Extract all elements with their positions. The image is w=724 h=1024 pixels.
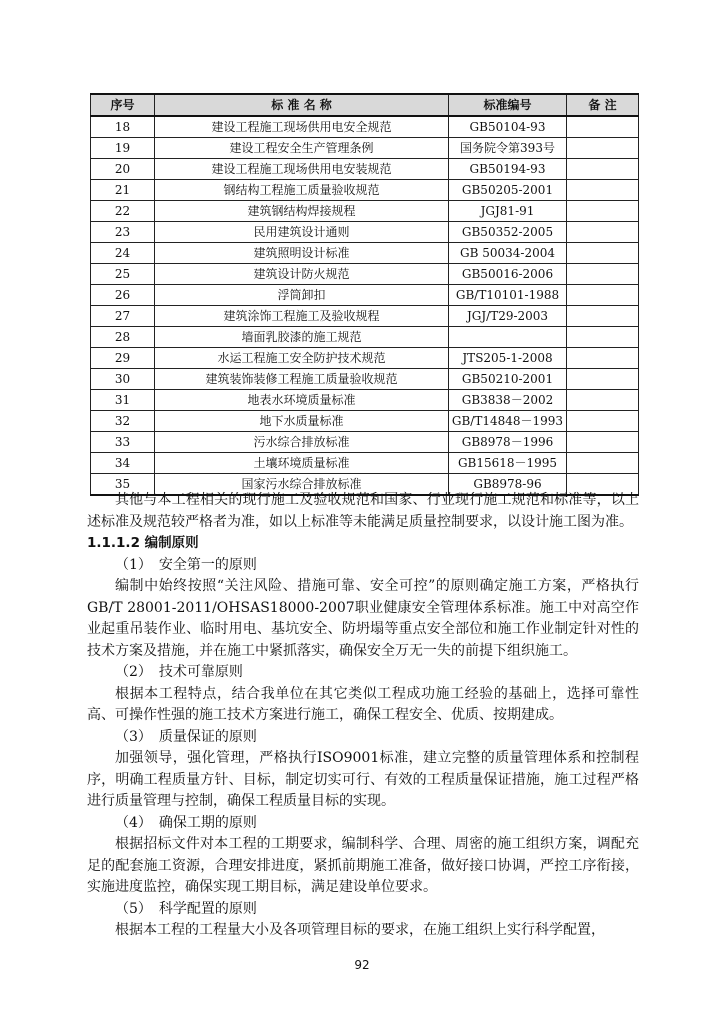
row-standard-name: 土壤环境质量标准 (155, 453, 449, 474)
row-number: 32 (91, 411, 155, 432)
row-standard-code (449, 327, 567, 348)
table-row (91, 432, 639, 453)
row-number: 24 (91, 243, 155, 264)
row-remark (567, 222, 639, 243)
table-row (91, 390, 639, 411)
table-row (91, 327, 639, 348)
row-standard-name: 建筑钢结构焊接规程 (155, 201, 449, 222)
table-row (91, 243, 639, 264)
table-row (91, 159, 639, 180)
row-number: 19 (91, 138, 155, 159)
row-number: 28 (91, 327, 155, 348)
row-standard-name: 建设工程施工现场供用电安全规范 (155, 116, 449, 138)
row-standard-name: 建筑设计防火规范 (155, 264, 449, 285)
principle-body-configuration: 根据本工程的工程量大小及各项管理目标的要求，在施工组织上实行科学配置， (115, 922, 605, 938)
row-standard-name: 民用建筑设计通则 (155, 222, 449, 243)
row-standard-code: GB8978-96 (449, 474, 567, 496)
row-remark (567, 306, 639, 327)
table-row (91, 411, 639, 432)
intro-paragraph: 其他与本工程相关的现行施工及验收规范和国家、行业现行施工规范和标准等，以上述标准及规范较严格者为准，如以上标准等未能满足质量控制要求，以设计施工图为准。 (87, 492, 639, 530)
row-remark (567, 264, 639, 285)
principle-body-quality: 加强领导，强化管理，严格执行ISO9001标准，建立完整的质量管理体系和控制程序，明确工程质量方针、目标，制定切实可行、有效的工程质量保证措施，施工过程严格进行质量管理与控制，确保工程质量目标的实现。 (87, 750, 639, 809)
row-standard-code: GB15618－1995 (449, 453, 567, 474)
row-standard-name: 浮筒卸扣 (155, 285, 449, 306)
row-standard-code: GB50205-2001 (449, 180, 567, 201)
row-standard-code: GB50210-2001 (449, 369, 567, 390)
row-number: 21 (91, 180, 155, 201)
row-remark (567, 348, 639, 369)
row-remark (567, 369, 639, 390)
row-remark (567, 116, 639, 138)
row-remark (567, 180, 639, 201)
row-standard-code: GB/T14848－1993 (449, 411, 567, 432)
row-standard-name: 墙面乳胶漆的施工规范 (155, 327, 449, 348)
row-standard-name: 建筑涂饰工程施工及验收规程 (155, 306, 449, 327)
principle-title-schedule: （4） 确保工期的原则 (115, 814, 257, 831)
row-remark (567, 327, 639, 348)
page-number: 92 (354, 958, 370, 972)
row-remark (567, 243, 639, 264)
row-remark (567, 201, 639, 222)
row-standard-code: GB50104-93 (449, 116, 567, 138)
section-heading: 1.1.1.2 编制原则 (87, 535, 199, 551)
row-number: 26 (91, 285, 155, 306)
standards-table (90, 93, 639, 496)
row-number: 23 (91, 222, 155, 243)
table-row (91, 264, 639, 285)
row-remark (567, 453, 639, 474)
table-row (91, 180, 639, 201)
row-number: 20 (91, 159, 155, 180)
row-standard-code: 国务院令第393号 (449, 138, 567, 159)
table-row (91, 222, 639, 243)
row-standard-code: GB50016-2006 (449, 264, 567, 285)
table-row (91, 348, 639, 369)
row-standard-name: 国家污水综合排放标准 (155, 474, 449, 496)
row-number: 27 (91, 306, 155, 327)
row-standard-name: 建筑装饰装修工程施工质量验收规范 (155, 369, 449, 390)
principle-title-quality: （3） 质量保证的原则 (115, 728, 257, 745)
row-remark (567, 285, 639, 306)
row-number: 18 (91, 116, 155, 138)
row-standard-code: GB50352-2005 (449, 222, 567, 243)
header-serial-number: 序号 (91, 94, 155, 116)
row-remark (567, 390, 639, 411)
row-standard-name: 建筑照明设计标准 (155, 243, 449, 264)
header-standard-name: 标 准 名 称 (155, 94, 449, 116)
table-row (91, 138, 639, 159)
row-standard-code: GB 50034-2004 (449, 243, 567, 264)
row-standard-code: GB/T10101-1988 (449, 285, 567, 306)
header-remarks: 备 注 (567, 94, 639, 116)
table-row (91, 306, 639, 327)
row-number: 35 (91, 474, 155, 496)
table-row (91, 116, 639, 138)
row-number: 33 (91, 432, 155, 453)
row-number: 29 (91, 348, 155, 369)
row-number: 25 (91, 264, 155, 285)
row-standard-code: GB8978－1996 (449, 432, 567, 453)
row-standard-code: JGJ81-91 (449, 201, 567, 222)
row-standard-code: JTS205-1-2008 (449, 348, 567, 369)
row-standard-code: JGJ/T29-2003 (449, 306, 567, 327)
row-standard-name: 建设工程安全生产管理条例 (155, 138, 449, 159)
principle-body-safety: 编制中始终按照“关注风险、措施可靠、安全可控”的原则确定施工方案，严格执行GB/T 28001-2011/OHSAS18000-2007职业健康安全管理体系标准。施工中对高空作业起重吊装作业、临时用电、基坑安全、防坍塌等重点安全部位和施工作业制定针对性的技术方案及措施，并在施工中紧抓落实，确保安全万无一失的前提下组织施工。 (87, 578, 639, 659)
header-standard-code: 标准编号 (449, 94, 567, 116)
row-remark (567, 138, 639, 159)
row-number: 22 (91, 201, 155, 222)
row-number: 31 (91, 390, 155, 411)
principle-title-configuration: （5） 科学配置的原则 (115, 900, 257, 917)
row-standard-name: 水运工程施工安全防护技术规范 (155, 348, 449, 369)
row-remark (567, 411, 639, 432)
principle-title-safety: （1） 安全第一的原则 (115, 556, 257, 573)
table-row (91, 453, 639, 474)
table-row (91, 369, 639, 390)
principle-title-technology: （2） 技术可靠原则 (115, 664, 243, 680)
row-number: 34 (91, 453, 155, 474)
table-row (91, 201, 639, 222)
row-standard-name: 建设工程施工现场供用电安装规范 (155, 159, 449, 180)
row-standard-name: 地表水环境质量标准 (155, 390, 449, 411)
row-standard-code: GB50194-93 (449, 159, 567, 180)
row-remark (567, 159, 639, 180)
body-text (87, 490, 639, 942)
row-standard-name: 地下水质量标准 (155, 411, 449, 432)
table-row (91, 285, 639, 306)
row-standard-name: 污水综合排放标准 (155, 432, 449, 453)
principle-body-schedule: 根据招标文件对本工程的工期要求，编制科学、合理、周密的施工组织方案，调配充足的配套施工资源，合理安排进度，紧抓前期施工准备，做好接口协调，严控工序衔接，实施进度监控，确保实现工期目标，满足建设单位要求。 (87, 836, 639, 895)
row-number: 30 (91, 369, 155, 390)
row-standard-name: 钢结构工程施工质量验收规范 (155, 180, 449, 201)
row-standard-code: GB3838－2002 (449, 390, 567, 411)
table-header-row (91, 94, 639, 116)
principle-body-technology: 根据本工程特点，结合我单位在其它类似工程成功施工经验的基础上，选择可靠性高、可操作性强的施工技术方案进行施工，确保工程安全、优质、按期建成。 (87, 685, 639, 723)
row-remark (567, 432, 639, 453)
